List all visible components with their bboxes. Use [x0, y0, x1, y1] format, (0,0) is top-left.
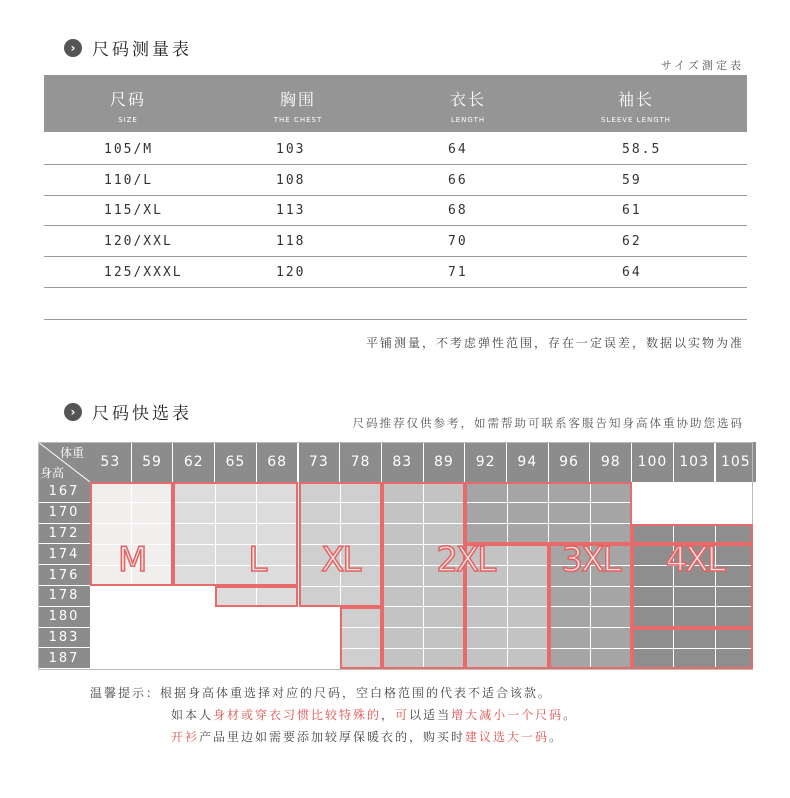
table-row	[44, 227, 747, 257]
weight-header-cell: 73	[299, 442, 341, 482]
weight-header-cell: 89	[424, 442, 466, 482]
table-cell: 105/M	[104, 142, 154, 157]
table-cell: 64	[448, 142, 468, 157]
table-cell: 115/XL	[104, 203, 163, 218]
weight-header-cell: 65	[215, 442, 257, 482]
height-header-cell: 167	[38, 482, 90, 503]
height-header-cell: 178	[38, 586, 90, 607]
zone-l-outline	[173, 482, 298, 586]
weight-header-cell: 62	[173, 442, 215, 482]
height-header-cell: 187	[38, 648, 90, 669]
weight-header-cell: 94	[507, 442, 549, 482]
header-length: 衣长 LENGTH	[449, 90, 487, 124]
section1-title	[64, 35, 192, 60]
table-cell: 110/L	[104, 173, 154, 188]
weight-header-cell: 78	[340, 442, 382, 482]
tip-line-3: 开衫产品里边如需要添加较厚保暖衣的，购买时建议选大一码。	[171, 730, 564, 744]
chevron-right-icon: ›	[64, 39, 82, 57]
table-row	[44, 135, 747, 165]
weight-header-cell: 103	[674, 442, 716, 482]
table-row	[44, 166, 747, 196]
size-label: XL	[321, 540, 360, 581]
chevron-right-icon: ›	[64, 403, 82, 421]
weight-header-cell: 100	[632, 442, 674, 482]
height-header-cell: 180	[38, 607, 90, 628]
table-row	[44, 196, 747, 226]
height-header-cell: 176	[38, 565, 90, 586]
weight-header-cell: 105	[716, 442, 758, 482]
height-header-cell: 183	[38, 628, 90, 649]
size-selection-grid	[38, 442, 753, 670]
tip-line-2: 如本人身材或穿衣习惯比较特殊的，可以适当增大减小一个尺码。	[171, 708, 578, 722]
weight-header-cell: 68	[257, 442, 299, 482]
size-label: M	[118, 540, 146, 581]
tip-line-1: 温馨提示：根据身高体重选择对应的尺码，空白格范围的代表不适合该款。	[90, 686, 553, 700]
zone-4xl-outline	[632, 628, 753, 670]
table-cell: 113	[276, 203, 306, 218]
table-cell: 64	[622, 265, 642, 280]
table-cell: 62	[622, 234, 642, 249]
weight-header-cell: 96	[549, 442, 591, 482]
corner-weight-label: 体重	[60, 446, 85, 460]
table-cell: 68	[448, 203, 468, 218]
section2-title-text: 尺码快选表	[92, 404, 192, 424]
weight-header-cell: 98	[590, 442, 632, 482]
measure-table-header	[44, 75, 747, 132]
size-label: 2XL	[436, 540, 495, 581]
size-label: L	[248, 540, 266, 581]
height-header-cell: 172	[38, 524, 90, 545]
table-cell: 66	[448, 173, 468, 188]
section2-subtitle: 尺码推荐仅供参考，如需帮助可联系客服告知身高体重协助您选码	[352, 416, 744, 430]
weight-header-cell: 92	[465, 442, 507, 482]
table-cell: 70	[448, 234, 468, 249]
table-row-empty	[44, 290, 747, 320]
header-chest: 胸围 THE CHEST	[273, 90, 323, 124]
section1-subtitle: サイズ測定表	[660, 59, 744, 72]
table-cell: 103	[276, 142, 306, 157]
section1-title-text: 尺码测量表	[92, 40, 192, 60]
table-cell: 61	[622, 203, 642, 218]
table-cell: 120	[276, 265, 306, 280]
header-sleeve: 袖长 SLEEVE LENGTH	[601, 90, 671, 124]
table-cell: 120/XXL	[104, 234, 173, 249]
weight-header-cell: 59	[132, 442, 174, 482]
table-row	[44, 258, 747, 288]
table-cell: 71	[448, 265, 468, 280]
height-header-cell: 174	[38, 544, 90, 565]
corner-height-label: 身高	[40, 466, 65, 480]
table-cell: 125/XXXL	[104, 265, 183, 280]
weight-header-cell: 83	[382, 442, 424, 482]
zone-l-outline	[215, 586, 298, 607]
table-cell: 108	[276, 173, 306, 188]
height-header-cell: 170	[38, 503, 90, 524]
table-cell: 118	[276, 234, 306, 249]
size-label: 3XL	[561, 540, 620, 581]
header-size: 尺码 SIZE	[109, 90, 147, 124]
size-label: 4XL	[665, 540, 724, 581]
measure-note: 平铺测量，不考虑弹性范围，存在一定误差，数据以实物为准	[365, 336, 744, 350]
table-cell: 59	[622, 173, 642, 188]
table-cell: 58.5	[622, 142, 662, 157]
section2-title	[64, 399, 192, 424]
zone-3xl-outline	[465, 482, 632, 544]
weight-header-cell: 53	[90, 442, 132, 482]
zone-xl-outline	[340, 607, 382, 669]
